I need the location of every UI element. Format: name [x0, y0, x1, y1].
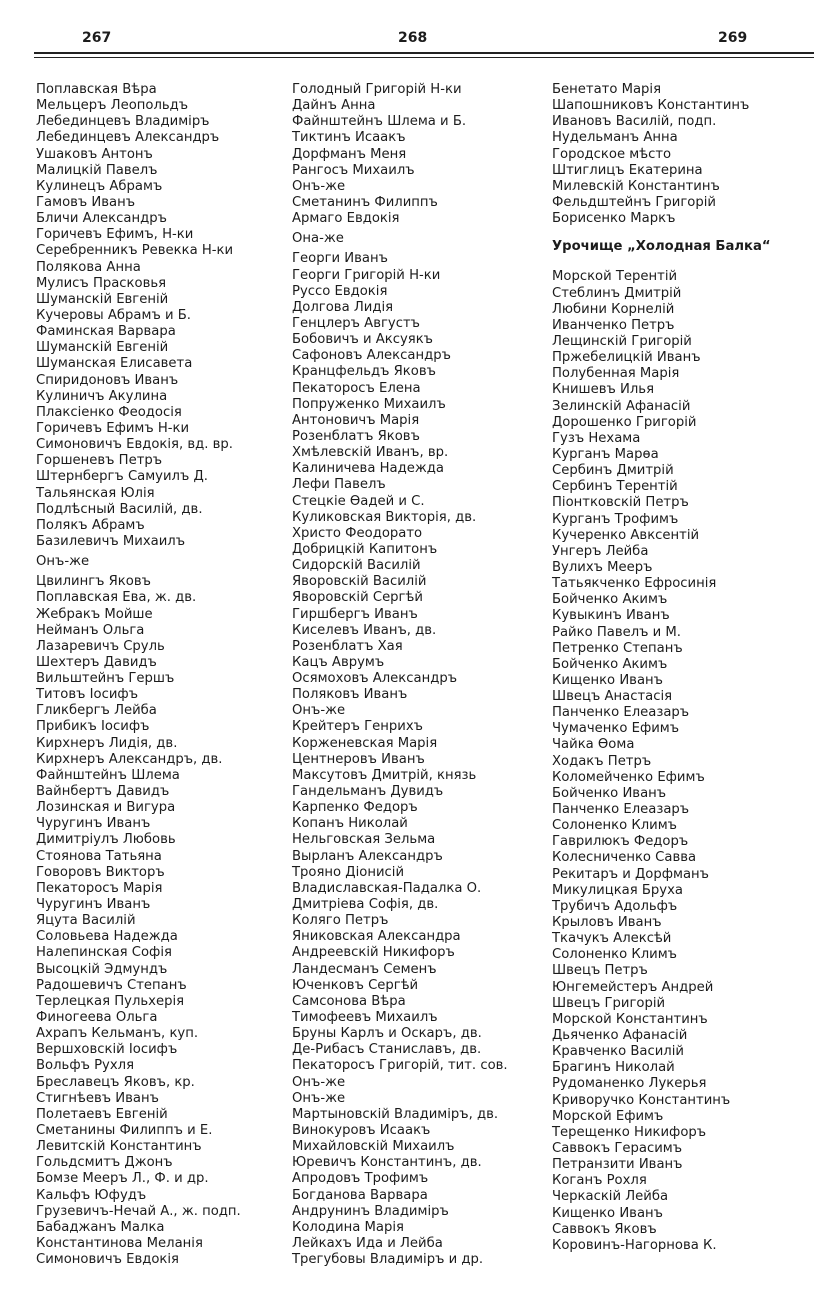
name-entry: Юревичъ Константинъ, дв.	[292, 1155, 482, 1171]
name-entry: Кирхнеръ Лидія, дв.	[36, 735, 178, 751]
name-entry: Горичевъ Ефимъ Н-ки	[36, 420, 190, 436]
name-entry: Бойченко Акимъ	[552, 656, 668, 672]
name-entry: Гликбергъ Лейба	[36, 703, 157, 719]
name-entry: Бенетато Марія	[552, 82, 662, 97]
name-entry: Ходакъ Петръ	[552, 753, 652, 769]
name-entry: Поплавская Вѣра	[36, 82, 157, 97]
name-entry: Райко Павелъ и М.	[552, 624, 681, 640]
name-entry: Фельдштейнъ Григорій	[552, 194, 716, 210]
name-entry: Кулинецъ Абрамъ	[36, 178, 163, 194]
sub-heading: Она-же	[292, 231, 344, 247]
name-entry: Георги Григорій Н-ки	[292, 267, 441, 283]
name-entry: Яниковская Александра	[292, 929, 461, 945]
name-entry: Рудоманенко Лукерья	[552, 1076, 707, 1092]
name-entry: Руссо Евдокія	[292, 283, 388, 299]
header-rule	[34, 52, 814, 54]
name-entry: Шуманскій Евгеній	[36, 340, 169, 356]
name-entry: Кищенко Иванъ	[552, 672, 663, 688]
name-entry: Кравченко Василій	[552, 1044, 684, 1060]
page-number-right: 269	[718, 30, 748, 46]
name-entry: Зелинскій Афанасій	[552, 398, 691, 414]
name-entry: Чумаченко Ефимъ	[552, 721, 680, 737]
column-1	[36, 82, 298, 1268]
name-entry: Копанъ Николай	[292, 816, 408, 832]
name-entry: Кищенко Иванъ	[552, 1205, 663, 1221]
name-entry: Поплавская Ева, ж. дв.	[36, 590, 197, 606]
name-entry: Коломейченко Ефимъ	[552, 769, 705, 785]
name-entry: Стоянова Татьяна	[36, 848, 162, 864]
name-entry: Бобовичъ и Аксуякъ	[292, 332, 433, 348]
name-entry: Книшевъ Илья	[552, 382, 655, 398]
name-entry: Крыловъ Иванъ	[552, 915, 662, 931]
name-entry: Трегубовы Владиміръ и др.	[292, 1252, 484, 1268]
name-entry: Гаврилюкъ Федоръ	[552, 834, 689, 850]
name-entry: Шехтеръ Давидъ	[36, 654, 157, 670]
name-entry: Лебединцевъ Александръ	[36, 130, 220, 146]
name-entry: Дорфманъ Меня	[292, 146, 407, 162]
name-entry: Полякова Анна	[36, 259, 141, 275]
name-entry: Саввокъ Яковъ	[552, 1221, 657, 1237]
name-entry: Спиридоновъ Иванъ	[36, 372, 179, 388]
name-entry: Саввокъ Герасимъ	[552, 1141, 683, 1156]
name-entry: Максутовъ Дмитрій, князь	[292, 767, 477, 783]
name-entry: Розенблатъ Хая	[292, 638, 403, 654]
name-entry: Добрицкій Капитонъ	[292, 541, 438, 557]
name-entry: Нудельманъ Анна	[552, 130, 678, 146]
name-entry: Высоцкій Эдмундъ	[36, 961, 168, 977]
name-entry: Чуругинъ Иванъ	[36, 897, 151, 913]
name-entry: Полякъ Абрамъ	[36, 517, 145, 533]
name-entry: Сербинъ Терентій	[552, 479, 678, 495]
name-entry: Антоновичъ Марія	[292, 412, 420, 428]
name-entry: Гольдсмитъ Джонъ	[36, 1155, 173, 1171]
name-entry: Кирхнеръ Александръ, дв.	[36, 751, 223, 767]
name-entry: Морской Константинъ	[552, 1011, 708, 1027]
name-entry: Куликовская Викторія, дв.	[292, 509, 477, 525]
name-entry: Трояно Діонисій	[292, 864, 405, 880]
name-entry: Петранзити Иванъ	[552, 1157, 683, 1173]
name-entry: Андреевскій Никифоръ	[292, 945, 455, 961]
name-entry: Тимофеевъ Михаилъ	[292, 1010, 438, 1026]
name-entry: Армаго Евдокія	[292, 211, 400, 227]
name-entry: Солоненко Климъ	[552, 947, 677, 963]
name-entry: Дайнъ Анна	[292, 98, 376, 114]
page-number-middle: 268	[398, 30, 428, 46]
name-entry: Швецъ Анастасія	[552, 689, 673, 705]
name-entry: Курганъ Трофимъ	[552, 511, 679, 527]
name-entry: Гиршбергъ Иванъ	[292, 606, 418, 622]
name-entry: Богданова Варвара	[292, 1187, 428, 1203]
name-entry: Онъ-же	[292, 178, 346, 194]
name-entry: Вольфъ Рухля	[36, 1058, 135, 1074]
name-entry: Пржебелицкій Иванъ	[552, 350, 701, 366]
name-entry: Кранцфельдъ Яковъ	[292, 364, 436, 380]
name-entry: Кучеровы Абрамъ и Б.	[36, 307, 191, 323]
name-entry: Микулицкая Бруха	[552, 882, 683, 898]
name-entry: Константинова Меланія	[36, 1235, 203, 1251]
name-entry: Налепинская Софія	[36, 945, 172, 961]
name-entry: Жебракъ Мойше	[36, 606, 153, 622]
name-entry: Терещенко Никифоръ	[552, 1124, 707, 1140]
name-entry: Сербинъ Дмитрій	[552, 463, 674, 479]
name-entry: Базилевичъ Михаилъ	[36, 533, 186, 549]
name-entry: Колодина Марія	[292, 1219, 404, 1235]
name-entry: Яцута Василій	[36, 913, 136, 929]
name-entry: Морской Терентій	[552, 269, 678, 285]
name-entry: Яворовскій Василій	[292, 574, 427, 590]
name-entry: Лазаревичъ Сруль	[36, 638, 165, 654]
name-entry: Мельцеръ Леопольдъ	[36, 98, 189, 114]
name-entry: Розенблатъ Яковъ	[292, 428, 420, 444]
name-entry: Ивановъ Василій, подп.	[552, 114, 717, 130]
name-entry: Штернбергъ Самуилъ Д.	[36, 469, 208, 485]
name-entry: Владиславская-Падалка О.	[292, 880, 482, 896]
name-entry: Панченко Елеазаръ	[552, 705, 690, 721]
name-entry: Кувыкинъ Иванъ	[552, 608, 670, 624]
name-entry: Нельговская Зельма	[292, 832, 436, 848]
name-entry: Бойченко Иванъ	[552, 785, 667, 801]
name-entry: Подлѣсный Василій, дв.	[36, 501, 203, 517]
name-entry: Коляго Петръ	[292, 913, 389, 929]
name-entry: Морской Ефимъ	[552, 1108, 664, 1124]
name-entry: Лефи Павелъ	[292, 477, 386, 493]
name-entry: Полубенная Марія	[552, 366, 680, 382]
name-entry: Михайловскій Михаилъ	[292, 1139, 455, 1155]
name-entry: Винокуровъ Исаакъ	[292, 1123, 431, 1138]
name-entry: Ландесманъ Семенъ	[292, 961, 437, 977]
name-entry: Иванченко Петръ	[552, 317, 675, 333]
name-entry: Терлецкая Пульхерія	[36, 993, 185, 1009]
name-entry: Бомзе Мееръ Л., Ф. и др.	[36, 1171, 209, 1187]
column-2	[292, 82, 554, 1268]
name-entry: Бабаджанъ Малка	[36, 1219, 165, 1235]
name-entry: Дмитріева Софія, дв.	[292, 897, 439, 913]
name-entry: Шуманскій Евгеній	[36, 291, 169, 307]
name-entry: Унгеръ Лейба	[552, 543, 649, 559]
name-entry: Тальянская Юлія	[36, 485, 155, 501]
name-entry: Дорошенко Григорій	[552, 414, 697, 430]
name-entry: Ахрапъ Кельманъ, куп.	[36, 1026, 199, 1042]
sub-heading: Онъ-же	[36, 554, 90, 570]
name-entry: Рангосъ Михаилъ	[292, 162, 415, 178]
name-entry: Лебединцевъ Владиміръ	[36, 114, 210, 130]
name-entry: Левитскій Константинъ	[36, 1139, 202, 1155]
name-entry: Вайнбертъ Давидъ	[36, 784, 170, 800]
name-entry: Ткачукъ Алексѣй	[552, 931, 672, 947]
name-entry: Колесниченко Савва	[552, 850, 697, 866]
name-entry: Стецкіе Ѳадей и С.	[292, 493, 425, 509]
name-entry: Сметанины Филиппъ и Е.	[36, 1123, 213, 1138]
section-heading: Урочище „Холодная Балка“	[552, 239, 771, 255]
name-entry: Корженевская Марія	[292, 735, 438, 751]
name-entry: Онъ-же	[292, 1074, 346, 1090]
name-entry: Кучеренко Авксентій	[552, 527, 700, 543]
column-3	[552, 82, 814, 1254]
name-entry: Онъ-же	[292, 1090, 346, 1106]
name-entry: Швецъ Григорій	[552, 995, 666, 1011]
name-entry: Вулихъ Мееръ	[552, 559, 653, 575]
name-entry: Киселевъ Иванъ, дв.	[292, 622, 437, 638]
name-entry: Трубичъ Адольфъ	[552, 898, 678, 914]
name-entry: Мулисъ Прасковья	[36, 275, 167, 291]
name-entry: Пекаторосъ Марія	[36, 880, 163, 896]
name-entry: Малицкій Павелъ	[36, 162, 158, 178]
name-entry: Бруны Карлъ и Оскаръ, дв.	[292, 1026, 482, 1042]
name-entry: Нейманъ Ольга	[36, 622, 145, 638]
name-entry: Андрунинъ Владиміръ	[292, 1203, 449, 1219]
page-number-left: 267	[82, 30, 112, 46]
name-entry: Дьяченко Афанасій	[552, 1028, 688, 1044]
name-entry: Поляковъ Иванъ	[292, 687, 408, 703]
name-entry: Петренко Степанъ	[552, 640, 683, 656]
name-entry: Попруженко Михаилъ	[292, 396, 446, 412]
name-entry: Борисенко Маркъ	[552, 211, 676, 227]
name-entry: Рекитаръ и Дорфманъ	[552, 866, 709, 882]
name-entry: Христо Феодорато	[292, 525, 423, 541]
name-entry: Хмѣлевскій Иванъ, вр.	[292, 445, 449, 461]
name-entry: Бличи Александръ	[36, 211, 167, 227]
name-entry: Долгова Лидія	[292, 299, 394, 315]
name-entry: Черкаскій Лейба	[552, 1189, 669, 1205]
name-entry: Яворовскій Сергѣй	[292, 590, 423, 606]
name-entry: Сидорскій Василій	[292, 558, 421, 574]
name-entry: Соловьева Надежда	[36, 929, 178, 945]
name-entry: Гузъ Нехама	[552, 430, 641, 446]
name-entry: Панченко Елеазаръ	[552, 802, 690, 818]
name-entry: Коровинъ-Нагорнова К.	[552, 1237, 717, 1253]
name-entry: Генцлеръ Августъ	[292, 315, 420, 331]
name-entry: Вильштейнъ Гершъ	[36, 671, 175, 687]
name-entry: Прибикъ Іосифъ	[36, 719, 150, 735]
name-entry: Симоновичъ Евдокія, вд. вр.	[36, 437, 233, 453]
name-entry: Сметанинъ Филиппъ	[292, 194, 438, 210]
name-entry: Стеблинъ Дмитрій	[552, 285, 682, 301]
name-entry: Стигнѣевъ Иванъ	[36, 1090, 159, 1106]
name-entry: Горшеневъ Петръ	[36, 453, 163, 469]
name-entry: Фаминская Варвара	[36, 324, 176, 340]
name-entry: Милевскій Константинъ	[552, 178, 720, 194]
name-entry: Димитріулъ Любовь	[36, 832, 176, 848]
name-entry: Татьякченко Ефросинія	[552, 576, 717, 592]
name-entry: Кацъ Аврумъ	[292, 654, 385, 670]
name-entry: Файнштейнъ Шлема и Б.	[292, 114, 467, 130]
name-entry: Любини Корнелій	[552, 301, 675, 317]
name-entry: Солоненко Климъ	[552, 818, 677, 834]
name-entry: Бойченко Акимъ	[552, 592, 668, 608]
name-entry: Карпенко Федоръ	[292, 800, 418, 816]
name-entry: Гамовъ Иванъ	[36, 194, 136, 210]
name-entry: Георги Иванъ	[292, 251, 388, 267]
name-entry: Брагинъ Николай	[552, 1060, 675, 1076]
name-entry: Горичевъ Ефимъ, Н-ки	[36, 227, 194, 243]
name-entry: Криворучко Константинъ	[552, 1092, 731, 1108]
name-entry: Грузевичъ-Нечай А., ж. подп.	[36, 1203, 241, 1219]
name-entry: Городское мѣсто	[552, 146, 672, 162]
name-entry: Симоновичъ Евдокія	[36, 1252, 179, 1268]
name-entry: Онъ-же	[292, 703, 346, 719]
name-entry: Шапошниковъ Константинъ	[552, 98, 750, 114]
name-entry: Пекаторосъ Григорій, тит. сов.	[292, 1058, 508, 1074]
name-entry: Юченковъ Сергѣй	[292, 977, 419, 993]
name-entry: Серебренникъ Ревекка Н-ки	[36, 243, 234, 259]
name-entry: Ушаковъ Антонъ	[36, 146, 153, 162]
name-entry: Кальфъ Юфудъ	[36, 1187, 147, 1203]
name-entry: Мартыновскій Владиміръ, дв.	[292, 1106, 499, 1122]
name-entry: Полетаевъ Евгеній	[36, 1106, 168, 1122]
name-entry: Сафоновъ Александръ	[292, 348, 451, 364]
name-entry: Вырланъ Александръ	[292, 848, 443, 864]
name-entry: Пекаторосъ Елена	[292, 380, 421, 396]
name-entry: Цвилингъ Яковъ	[36, 574, 151, 590]
name-entry: Юнгемейстеръ Андрей	[552, 979, 714, 995]
name-entry: Титовъ Іосифъ	[36, 687, 139, 703]
header-rule-thin	[34, 57, 814, 58]
name-entry: Чуругинъ Иванъ	[36, 816, 151, 832]
name-entry: Кулиничъ Акулина	[36, 388, 168, 404]
name-entry: Калиничева Надежда	[292, 461, 444, 477]
name-entry: Крейтеръ Генрихъ	[292, 719, 423, 735]
name-entry: Осямоховъ Александръ	[292, 671, 458, 687]
name-entry: Вершховскій Іосифъ	[36, 1042, 178, 1058]
name-entry: Де-Рибасъ Станиславъ, дв.	[292, 1042, 482, 1058]
name-entry: Штиглицъ Екатерина	[552, 162, 703, 178]
name-entry: Коганъ Рохля	[552, 1173, 647, 1189]
name-entry: Лозинская и Вигура	[36, 800, 176, 816]
name-entry: Бреславецъ Яковъ, кр.	[36, 1074, 195, 1090]
name-entry: Лещинскій Григорій	[552, 333, 692, 349]
name-entry: Финогеева Ольга	[36, 1010, 158, 1026]
name-entry: Самсонова Вѣра	[292, 993, 406, 1009]
name-entry: Швецъ Петръ	[552, 963, 648, 979]
name-entry: Гандельманъ Дувидъ	[292, 784, 444, 800]
name-entry: Лейкахъ Ида и Лейба	[292, 1235, 443, 1251]
name-entry: Чайка Ѳома	[552, 737, 635, 753]
name-entry: Говоровъ Викторъ	[36, 864, 165, 880]
name-entry: Піонтковскій Петръ	[552, 495, 689, 511]
name-entry: Тиктинъ Исаакъ	[292, 130, 406, 146]
name-entry: Голодный Григорій Н-ки	[292, 82, 462, 97]
name-entry: Шуманская Елисавета	[36, 356, 193, 372]
name-entry: Центнеровъ Иванъ	[292, 751, 425, 767]
name-entry: Радошевичъ Степанъ	[36, 977, 187, 993]
name-entry: Плаксіенко Феодосія	[36, 404, 182, 420]
name-entry: Файнштейнъ Шлема	[36, 767, 180, 783]
name-entry: Курганъ Марѳа	[552, 446, 659, 462]
name-entry: Апродовъ Трофимъ	[292, 1171, 429, 1187]
